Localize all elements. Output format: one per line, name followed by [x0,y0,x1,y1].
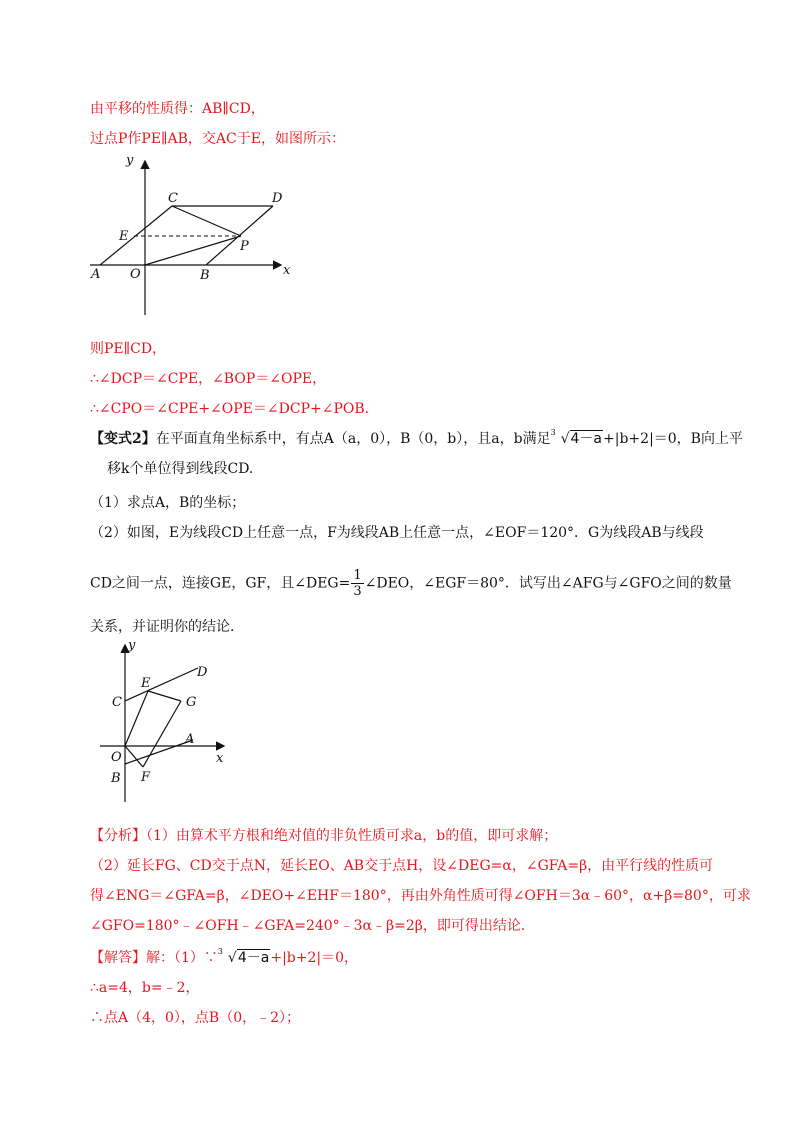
analysis-line-2: （2）延长FG、CD交于点N，延长EO、AB交于点H，设∠DEG=α，∠GFA=β，由平行线的性质可 [90,858,714,874]
problem-line-1 [90,429,743,449]
figure-1-diagram [88,150,298,320]
label-F: F [141,770,151,785]
problem-text-1b: +|b+2|＝0，B向上平 [603,431,743,447]
label-y: y [126,153,134,168]
analysis-line-1: 【分析】（1）由算术平方根和绝对值的非负性质可求a，b的值，即可求解； [90,828,558,844]
label-G: G [186,695,197,710]
label-E: E [141,676,151,691]
label-B: B [111,771,121,786]
problem-line-2: 移k个单位得到线段CD. [107,461,254,477]
solution-line-1: 由平移的性质得：AB∥CD， [90,101,265,117]
problem-text-1a: 在平面直角坐标系中，有点A（a，0），B（0，b），且a，b满足 [155,431,551,447]
problem-question-1: （1）求点A，B的坐标； [90,495,246,511]
analysis-line-4: ∠GFO=180°﹣∠OFH﹣∠GFA=240°﹣3α﹣β=2β，即可得出结论． [90,918,535,934]
analysis-tag: 【分析】 [90,828,146,844]
analysis-line-3: 得∠ENG＝∠GFA=β，∠DEO+∠EHF＝180°，再由外角性质可得∠OFH＝3α﹣60°，α+β=80°，可求 [90,888,751,904]
label-P: P [240,239,249,254]
segment-OP [145,236,241,265]
label-E: E [119,229,129,244]
problem-question-2a: （2）如图，E为线段CD上任意一点，F为线段AB上任意一点，∠EOF＝120°．G为线段AB与线段 [90,525,704,541]
label-C: C [112,695,122,710]
problem-question-2b: CD之间一点，连接GE，GF，且∠DEG= $\frac{1}{3}$ ∠DEO，∠EGF＝80°．试写出∠AFG与∠GFO之间的数量 [90,568,732,599]
segment-GF [143,701,181,767]
label-D: D [272,191,283,206]
label-A: A [91,267,101,282]
label-x: x [283,263,291,278]
fraction-one-third: $\frac{1}{3}$ [353,568,362,599]
figure-2-diagram [100,640,240,805]
answer-line-1: 【解答】解：（1）∵ 3 √4－a+|b+2|＝0， [90,947,359,966]
solution-line-2: 过点P作PE∥AB，交AC于E，如图所示： [90,131,345,147]
answer-tag: 【解答】 [90,950,146,966]
solution-line-4: ∴∠DCP＝∠CPE，∠BOP＝∠OPE， [90,371,327,387]
cube-root-expression: 3 √4－a [550,428,603,447]
answer-cube-root: 3 √4－a [217,947,270,966]
label-x: x [216,751,224,766]
problem-question-2c: 关系，并证明你的结论． [90,619,244,635]
answer-line-2: ∴a=4，b=﹣2， [90,980,200,996]
segment-OF [125,746,143,767]
label-A: A [185,732,195,747]
label-B: B [200,268,210,283]
solution-line-3: 则PE∥CD， [90,341,167,357]
solution-line-5: ∴∠CPO＝∠CPE+∠OPE＝∠DCP+∠POB. [90,401,370,417]
label-O: O [111,750,122,765]
segment-EG [148,691,181,701]
label-y: y [128,640,136,653]
problem-tag: 【变式2】 [90,431,156,447]
label-D: D [197,665,208,680]
segment-BA [125,740,193,764]
label-C: C [168,191,178,206]
answer-line-3: ∴点A（4，0），点B（0，﹣2）； [90,1010,301,1026]
segment-CP [172,206,241,236]
label-O: O [130,267,141,282]
